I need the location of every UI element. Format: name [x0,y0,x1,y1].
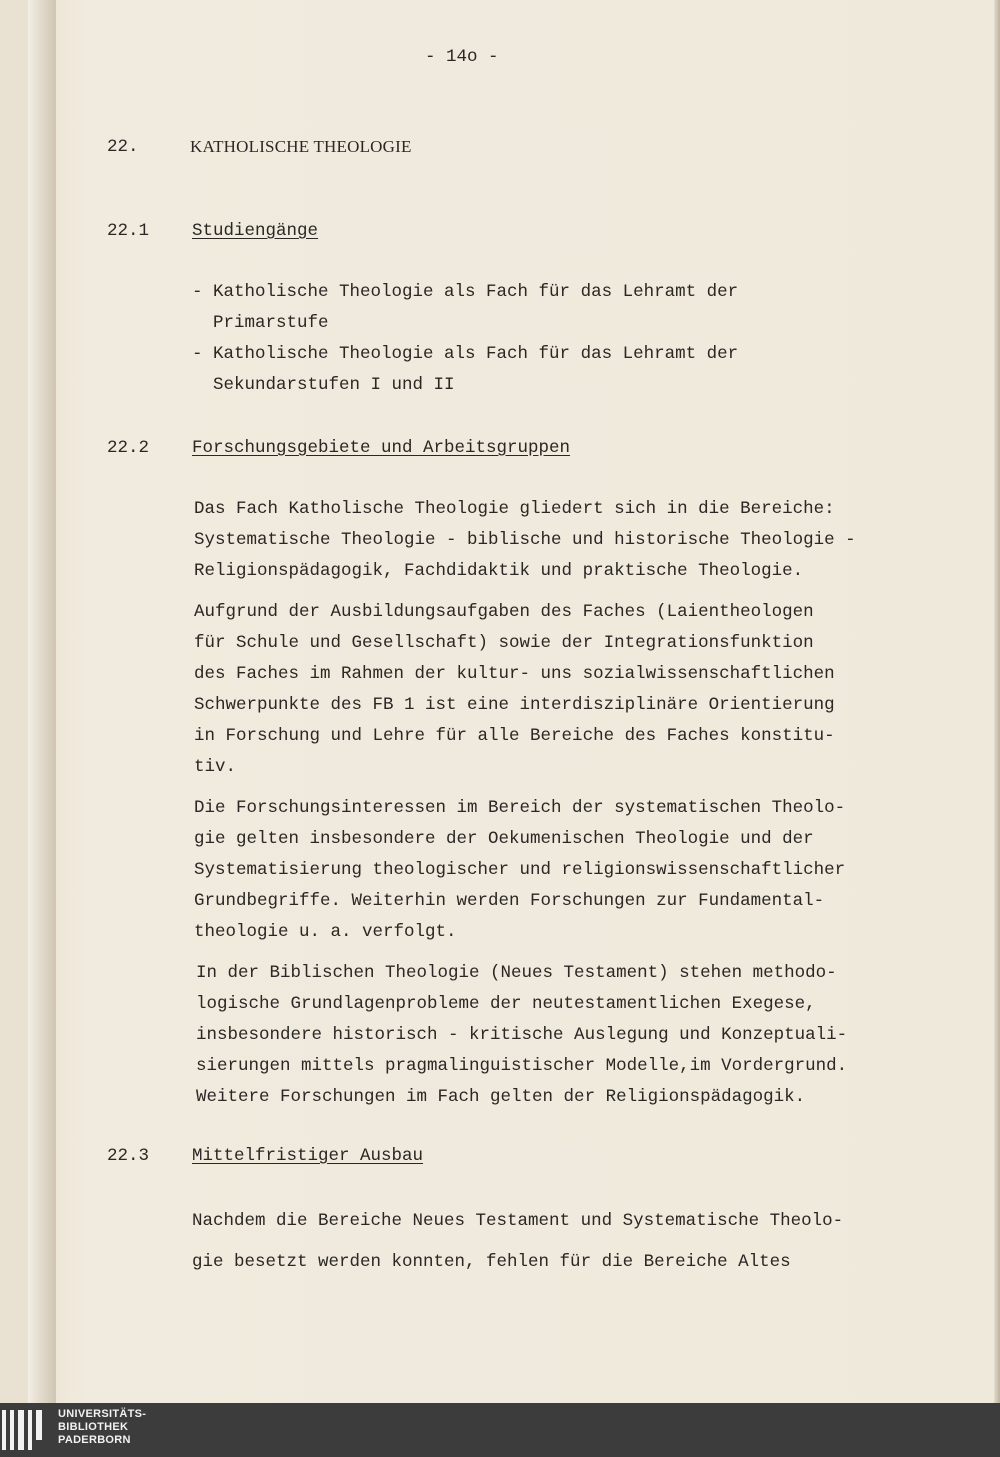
text-line: logische Grundlagenprobleme der neutestamentlichen Exegese, [196,994,816,1014]
library-logo-line: PADERBORN [58,1434,131,1446]
section-title: Mittelfristiger Ausbau [192,1146,424,1166]
text-line: In der Biblischen Theologie (Neues Testament) stehen methodo- [196,963,837,983]
library-logo-line: UNIVERSITÄTS- [58,1408,147,1420]
text-line: theologie u. a. verfolgt. [194,922,457,942]
text-line: Aufgrund der Ausbildungsaufgaben des Faches (Laientheologen [194,602,814,622]
text-line: insbesondere historisch - kritische Auslegung und Konzeptuali- [196,1025,848,1045]
text-line: für Schule und Gesellschaft) sowie der Integrationsfunktion [194,633,814,653]
text-line: gie besetzt werden konnten, fehlen für die Bereiche Altes [192,1252,791,1272]
library-logo-text [58,1408,146,1447]
library-logo-icon [2,1410,48,1450]
text-line: Sekundarstufen I und II [192,375,455,395]
text-line: gie gelten insbesondere der Oekumenischen Theologie und der [194,829,814,849]
text-line: des Faches im Rahmen der kultur- uns sozialwissenschaftlichen [194,664,835,684]
page-spine [28,0,56,1403]
text-line: - Katholische Theologie als Fach für das Lehramt der [192,344,739,364]
text-line: Schwerpunkte des FB 1 ist eine interdisziplinäre Orientierung [194,695,835,715]
section-title: Studiengänge [192,221,319,241]
page-edge [994,0,1000,1403]
text-line: Systematisierung theologischer und religionswissenschaftlicher [194,860,846,880]
text-line: Weitere Forschungen im Fach gelten der Religionspädagogik. [196,1087,806,1107]
text-line: tiv. [194,757,237,777]
text-line: - Katholische Theologie als Fach für das Lehramt der [192,282,739,302]
text-line: Systematische Theologie - biblische und historische Theologie - [194,530,856,550]
page-number: - 14o - [425,47,499,67]
text-line: sierungen mittels pragmalinguistischer Modelle,im Vordergrund. [196,1056,848,1076]
section-title: Forschungsgebiete und Arbeitsgruppen [192,438,571,458]
section-number: 22.2 [107,438,150,458]
library-footer-band [0,1403,1000,1457]
section-number: 22.1 [107,221,150,241]
library-logo-line: BIBLIOTHEK [58,1421,129,1433]
text-line: Nachdem die Bereiche Neues Testament und Systematische Theolo- [192,1211,844,1231]
text-line: Primarstufe [192,313,329,333]
heading-title: KATHOLISCHE THEOLOGIE [190,137,412,156]
text-line: Grundbegriffe. Weiterhin werden Forschungen zur Fundamental- [194,891,825,911]
section-number: 22.3 [107,1146,150,1166]
text-line: Das Fach Katholische Theologie gliedert sich in die Bereiche: [194,499,835,519]
text-line: Die Forschungsinteressen im Bereich der systematischen Theolo- [194,798,846,818]
text-line: Religionspädagogik, Fachdidaktik und praktische Theologie. [194,561,804,581]
heading-number: 22. [107,137,139,157]
text-line: in Forschung und Lehre für alle Bereiche des Faches konstitu- [194,726,835,746]
